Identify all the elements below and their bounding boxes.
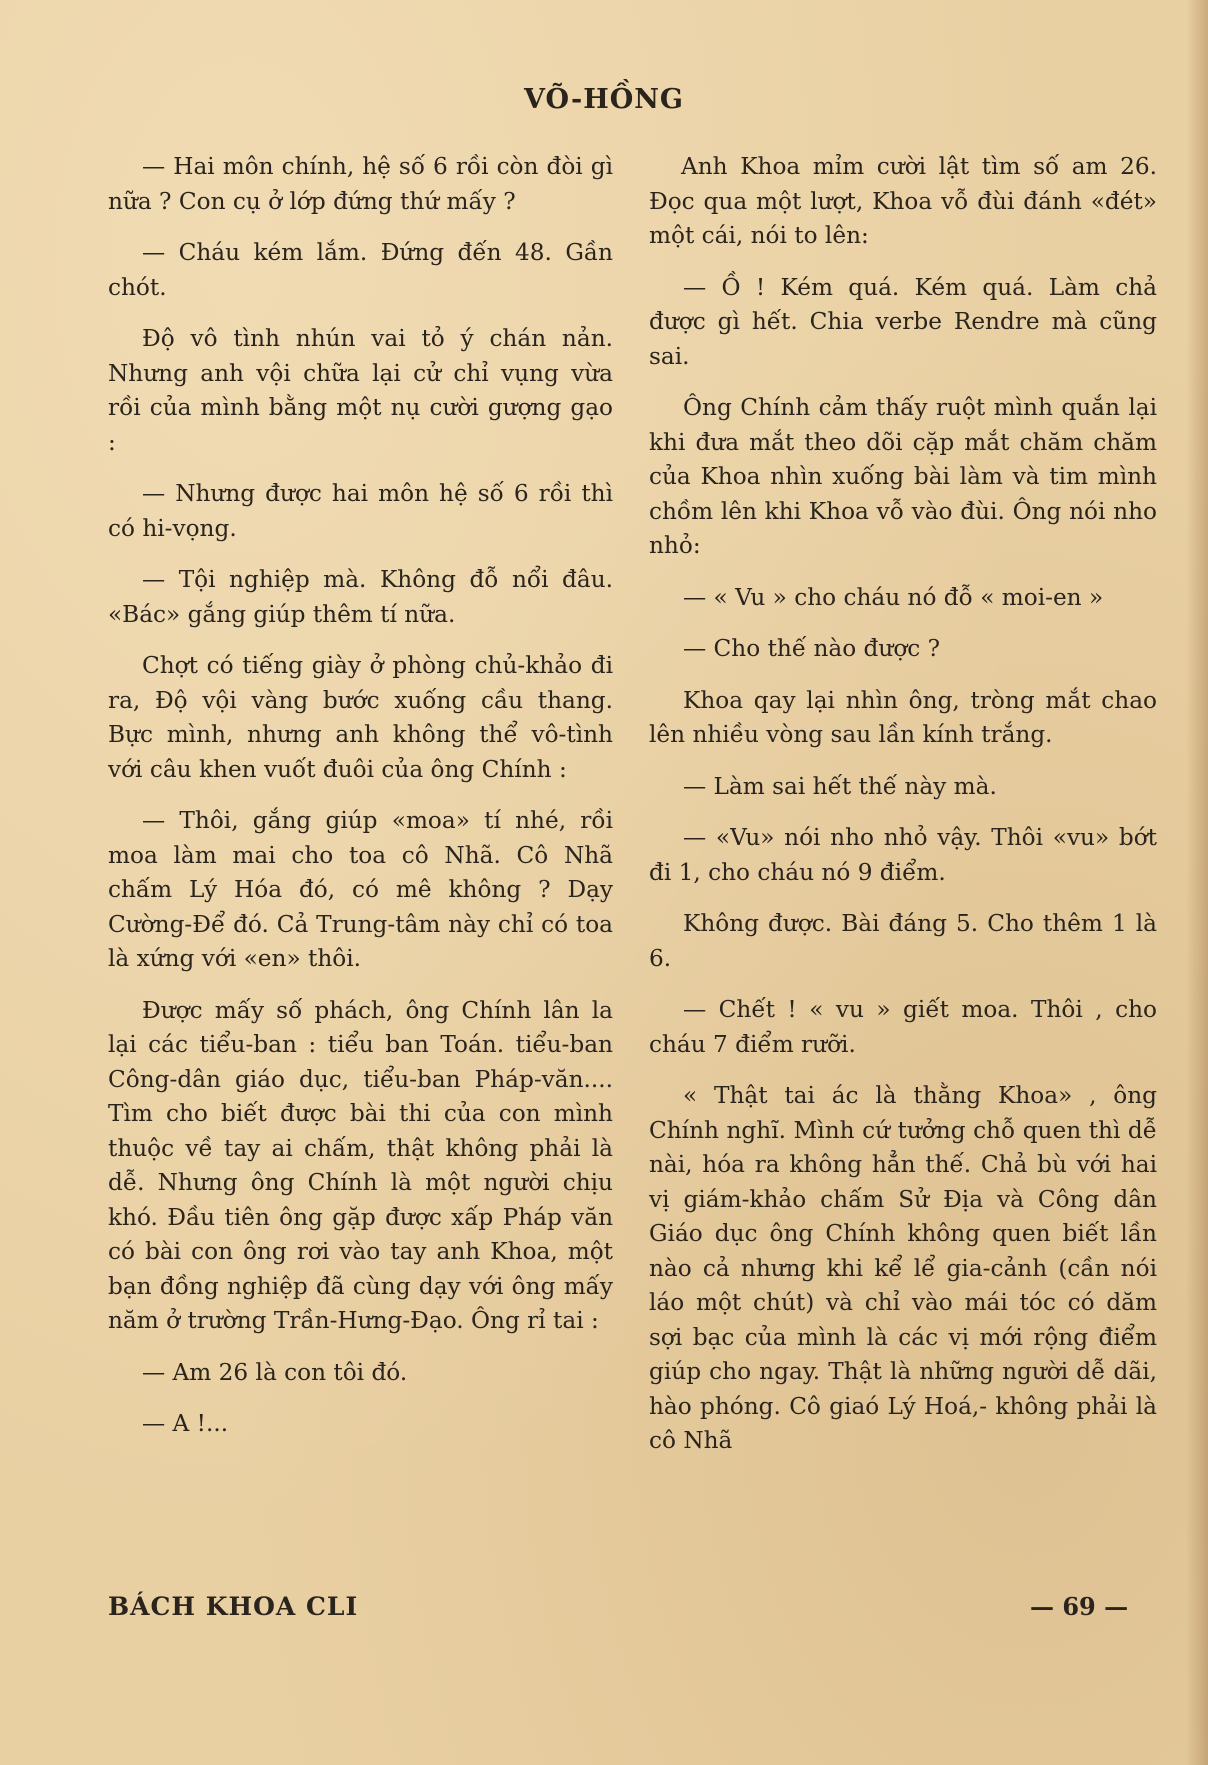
paragraph: — Am 26 là con tôi đó. — [142, 1358, 408, 1386]
running-header: VÕ-HỒNG — [524, 84, 684, 115]
paragraph: Chợt có tiếng giày ở phòng chủ-khảo đi ra, Độ vội vàng bước xuống cầu thang. Bực mình, nhưng anh không thể vô-tình với câu khen vuốt đuôi của ông Chính : — [108, 652, 613, 783]
paragraph: — Ồ ! Kém quá. Kém quá. Làm chả được gì hết. Chia verbe Rendre mà cũng sai. — [649, 273, 1157, 370]
paragraph: — Chết ! « vu » giết moa. Thôi , cho cháu 7 điểm rưỡi. — [649, 996, 1157, 1058]
paragraph: Độ vô tình nhún vai tỏ ý chán nản. Nhưng anh vội chữa lại cử chỉ vụng vừa rồi của mình bằng một nụ cười gượng gạo : — [108, 325, 613, 456]
publication-footer: BÁCH KHOA CLI — [108, 1592, 359, 1621]
paragraph: « Thật tai ác là thằng Khoa» , ông Chính nghĩ. Mình cứ tưởng chỗ quen thì dễ nài, hóa ra không hẳn thế. Chả bù với hai vị giám-khảo chấm Sử Địa và Công dân Giáo dục ông Chính không quen biết lần nào cả nhưng khi kể lể gia-cảnh (cần nói láo một chút) và chỉ vào mái tóc có dăm sợi bạc của mình là các vị mới rộng điểm giúp cho ngay. Thật là những người dễ dãi, hào phóng. Cô giaó Lý Hoá,- không phải là cô Nhã — [649, 1082, 1157, 1454]
paragraph: — Làm sai hết thế này mà. — [683, 772, 997, 800]
paragraph: Ông Chính cảm thấy ruột mình quắn lại khi đưa mắt theo dõi cặp mắt chăm chăm của Khoa nhìn xuống bài làm và tim mình chồm lên khi Khoa vỗ vào đùi. Ông nói nho nhỏ: — [649, 394, 1157, 559]
paragraph: — Thôi, gắng giúp «moa» tí nhé, rồi moa làm mai cho toa cô Nhã. Cô Nhã chấm Lý Hóa đó, có mê không ? Dạy Cường-Để đó. Cả Trung-tâm này chỉ có toa là xứng với «en» thôi. — [108, 807, 613, 972]
paragraph: — A !... — [142, 1410, 229, 1437]
page-edge-shadow — [1186, 0, 1208, 1765]
paragraph: — Cháu kém lắm. Đứng đến 48. Gần chót. — [108, 239, 613, 301]
paragraph: — « Vu » cho cháu nó đỗ « moi-en » — [683, 583, 1104, 611]
paragraph: — Cho thế nào được ? — [683, 635, 941, 662]
page-number: — 69 — — [1030, 1592, 1129, 1621]
right-column — [649, 150, 1157, 1476]
paragraph: Được mấy số phách, ông Chính lân la lại các tiểu-ban : tiểu ban Toán. tiểu-ban Công-dân giáo dục, tiểu-ban Pháp-văn.... Tìm cho biết được bài thi của con mình thuộc về tay ai chấm, thật không phải là dễ. Nhưng ông Chính là một người chịu khó. Đầu tiên ông gặp được xấp Pháp văn có bài con ông rơi vào tay anh Khoa, một bạn đồng nghiệp đã cùng dạy với ông mấy năm ở trường Trần-Hưng-Đạo. Ông rỉ tai : — [108, 996, 613, 1334]
left-column — [108, 150, 613, 1459]
paragraph: — «Vu» nói nho nhỏ vậy. Thôi «vu» bớt đi 1, cho cháu nó 9 điểm. — [649, 824, 1157, 886]
paragraph: — Nhưng được hai môn hệ số 6 rồi thì có hi-vọng. — [108, 480, 613, 542]
paragraph: — Tội nghiệp mà. Không đỗ nổi đâu. «Bác» gắng giúp thêm tí nữa. — [108, 566, 613, 628]
paragraph: Khoa qay lại nhìn ông, tròng mắt chao lên nhiều vòng sau lần kính trắng. — [649, 686, 1157, 748]
paragraph: — Hai môn chính, hệ số 6 rồi còn đòi gì nữa ? Con cụ ở lớp đứng thứ mấy ? — [108, 153, 613, 215]
paragraph: Không được. Bài đáng 5. Cho thêm 1 là 6. — [649, 910, 1157, 972]
paragraph: Anh Khoa mỉm cười lật tìm số am 26. Đọc qua một lượt, Khoa vỗ đùi đánh «đét» một cái, nói to lên: — [649, 153, 1157, 249]
